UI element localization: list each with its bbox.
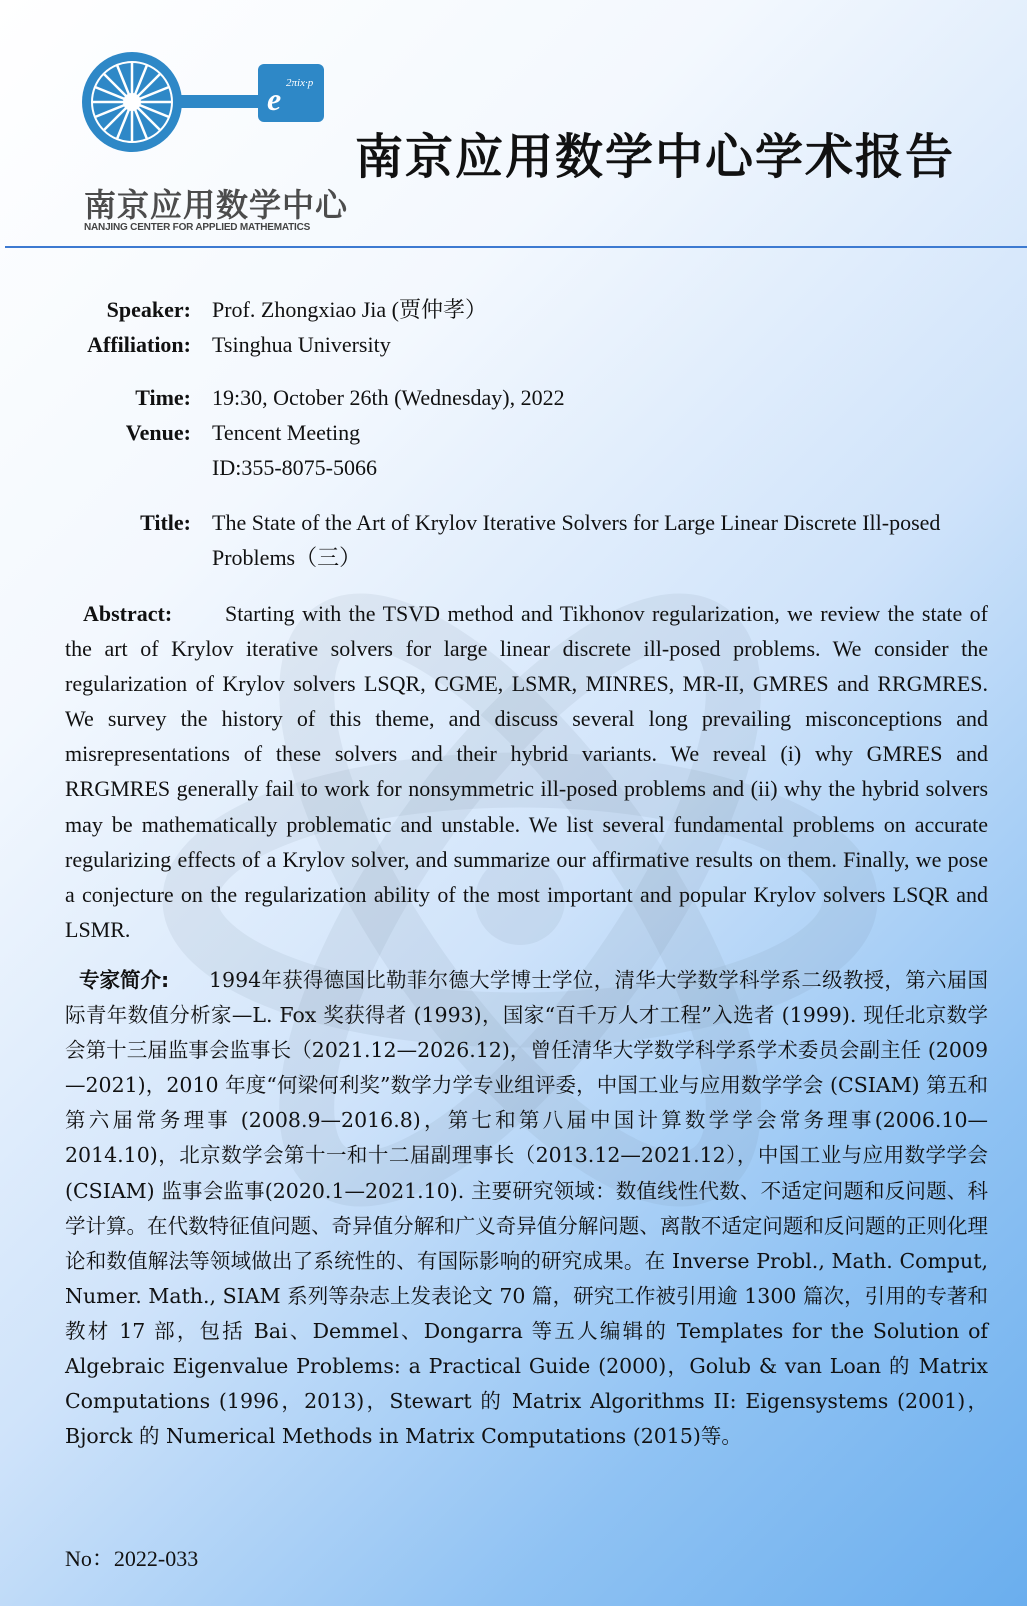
- time-value: 19:30, October 26th (Wednesday), 2022: [212, 385, 565, 410]
- bio-label: 专家简介:: [79, 968, 170, 992]
- speaker-label: Speaker:: [106, 297, 191, 322]
- speaker-value: Prof. Zhongxiao Jia (贾仲孝）: [212, 297, 487, 322]
- page-title: 南京应用数学中心学术报告: [355, 129, 956, 185]
- bio-text: 1994年获得德国比勒菲尔德大学博士学位，清华大学数学科学系二级教授，第六届国际青年数值分析家—L. Fox 奖获得者 (1993)，国家“百千万人才工程”入选者 (1999). 现任北京数学会第十三届监事会监事长（2021.12—2026.12)，曾任清华大学数学科学系学术委员会副主任 (2009—2021)，2010 年度“何梁何利奖”数学力学专业组评委，中国工业与应用数学学会 (CSIAM) 第五和第六届常务理事 (2008.9—2016.8)，第七和第八届中国计算数学学会常务理事(2006.10—2014.10)，北京数学会第十一和十二届副理事长（2013.12—2021.12），中国工业与应用数学学会 (CSIAM) 监事会监事(2020.1—2021.10). 主要研究领域：数值线性代数、不适定问题和反问题、科学计算。在代数特征值问题、奇异值分解和广义奇异值分解问题、离散不适定问题和反问题的正则化理论和数值解法等领域做出了系统性的、有国际影响的研究成果。在 Inverse Probl., Math. Comput, Numer. Math., SIAM 系列等杂志上发表论文 70 篇，研究工作被引用逾 1300 篇次，引用的专著和教材 17 部，包括 Bai、Demmel、Dongarra 等五人编辑的 Templates for the Solution of Algebraic Eigenvalue Problems: a Practical Guide (2000)，Golub & van Loan 的 Matrix Computations (1996，2013)，Stewart 的 Matrix Algorithms II: Eigensystems (2001)，Bjorck 的 Numerical Methods in Matrix Computations (2015)等。: [65, 968, 988, 1449]
- time-label: Time:: [135, 385, 191, 410]
- logo-wheel-icon: [82, 52, 182, 152]
- meeting-id: ID:355-8075-5066: [212, 455, 377, 480]
- venue-label: Venue:: [125, 420, 191, 445]
- header-divider: [5, 246, 1027, 248]
- title-value: The State of the Art of Krylov Iterative Solvers for Large Linear Discrete Ill-posed Problems（三）: [212, 510, 941, 570]
- key-shaft-icon: [178, 64, 324, 122]
- logo-formula-base: e: [267, 81, 282, 117]
- affiliation-value: Tsinghua University: [212, 332, 391, 357]
- header: [0, 0, 1027, 250]
- logo-name-english: NANJING CENTER FOR APPLIED MATHEMATICS: [84, 222, 311, 233]
- logo-name-chinese: 南京应用数学中心: [84, 186, 349, 224]
- venue-value: Tencent Meeting: [212, 420, 361, 445]
- abstract: [65, 596, 988, 947]
- abstract-text: Starting with the TSVD method and Tikhonov regularization, we review the state of the art of Krylov iterative solvers for large linear discrete ill-posed problems. We consider the regularization of Krylov solvers LSQR, CGME, LSMR, MINRES, MR-II, GMRES and RRGMRES. We survey the history of this theme, and discuss several long prevailing misconceptions and misrepresentations of these solvers and their hybrid variants. We reveal (i) why GMRES and RRGMRES generally fail to work for nonsymmetric ill-posed problems and (ii) why the hybrid solvers may be mathematically problematic and unstable. We list several fundamental problems on accurate regularizing effects of a Krylov solver, and summarize our affirmative results on them. Finally, we pose a conjecture on the regularization ability of the most important and popular Krylov solvers LSQR and LSMR.: [65, 601, 988, 942]
- title-label: Title:: [140, 510, 191, 535]
- logo-formula-exponent: 2πix·p: [286, 77, 314, 89]
- report-number: No：2022-033: [65, 1546, 199, 1571]
- speaker-bio: [65, 963, 988, 1454]
- abstract-label: Abstract:: [83, 601, 173, 626]
- affiliation-label: Affiliation:: [87, 332, 191, 357]
